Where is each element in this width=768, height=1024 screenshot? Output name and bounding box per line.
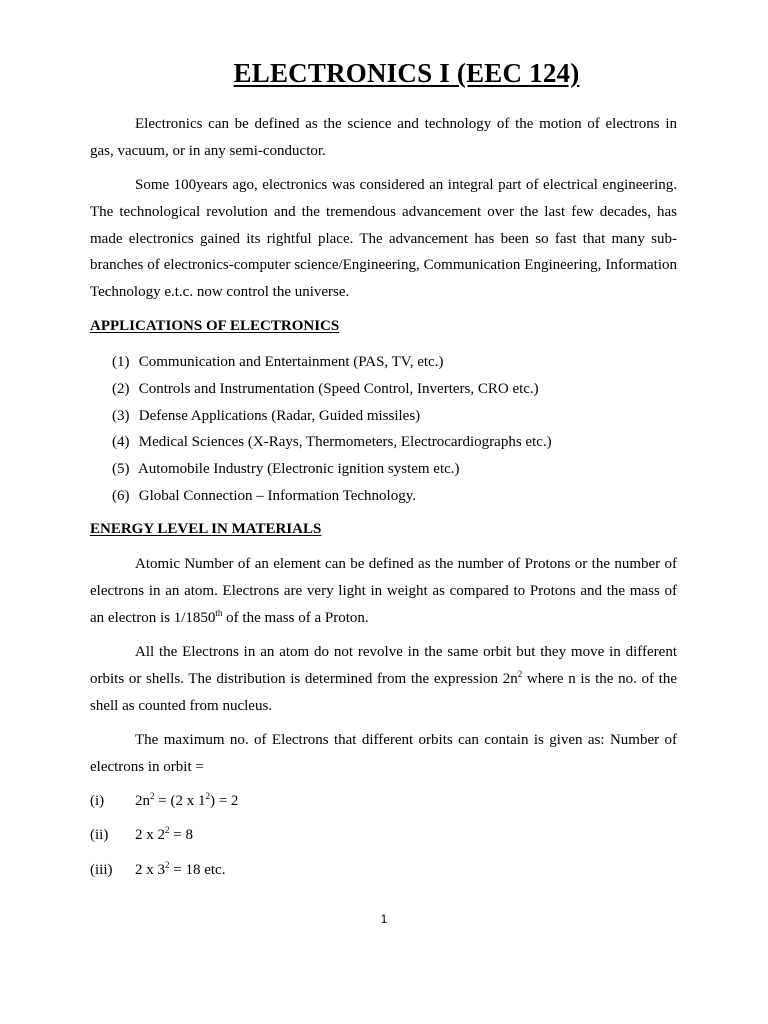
document-title: ELECTRONICS I (EEC 124) <box>233 58 580 88</box>
applications-heading: APPLICATIONS OF ELECTRONICS <box>90 318 340 334</box>
energy-paragraph-1: Atomic Number of an element can be defined as the number of Protons or the number of electrons in an atom. Electrons are very light in weight as compared to Protons and the mass of an electron is 1/1850th of the mass of a Proton. <box>90 556 677 626</box>
energy-paragraph-2: All the Electrons in an atom do not revolve in the same orbit but they move in different orbits or shells. The distribution is determined from the expression $2n^2$ where n is the no. of the shell as counted from nucleus. <box>90 644 677 714</box>
list-item: (2) Controls and Instrumentation (Speed Control, Inverters, CRO etc.) <box>112 380 539 397</box>
calculation-row: (iii) 2 x $3^2 = 18$ etc. <box>90 860 226 878</box>
list-item: (6) Global Connection – Information Technology. <box>112 487 416 504</box>
calculation-row: (ii) 2 x $2^2 = 8$ <box>90 825 193 843</box>
energy-heading: ENERGY LEVEL IN MATERIALS <box>90 521 322 537</box>
calculation-row: (i) $2n^2 = (2$ x $1^2) = 2$ <box>90 791 239 809</box>
list-item: (4) Medical Sciences (X-Rays, Thermometers, Electrocardiographs etc.) <box>112 434 552 451</box>
energy-paragraph-3: The maximum no. of Electrons that different orbits can contain is given as: Number of electrons in orbit = <box>90 732 677 775</box>
intro-paragraph-2: Some 100years ago, electronics was considered an integral part of electrical engineering. The technological revolution and the tremendous advancement over the last few decades, has made electronics gained its rightful place. The advancement has been so fast that many sub-branches of electronics-computer science/Engineering, Communication Engineering, Information Technology e.t.c. now control the universe. <box>90 177 677 301</box>
applications-list <box>112 349 552 510</box>
page-number: 1 <box>380 912 388 926</box>
intro-paragraph-1: Electronics can be defined as the science and technology of the motion of electrons in gas, vacuum, or in any semi-conductor. <box>90 116 677 159</box>
list-item: (3) Defense Applications (Radar, Guided missiles) <box>112 407 421 424</box>
list-item: (1) Communication and Entertainment (PAS, TV, etc.) <box>112 354 444 370</box>
list-item: (5) Automobile Industry (Electronic ignition system etc.) <box>112 461 460 478</box>
